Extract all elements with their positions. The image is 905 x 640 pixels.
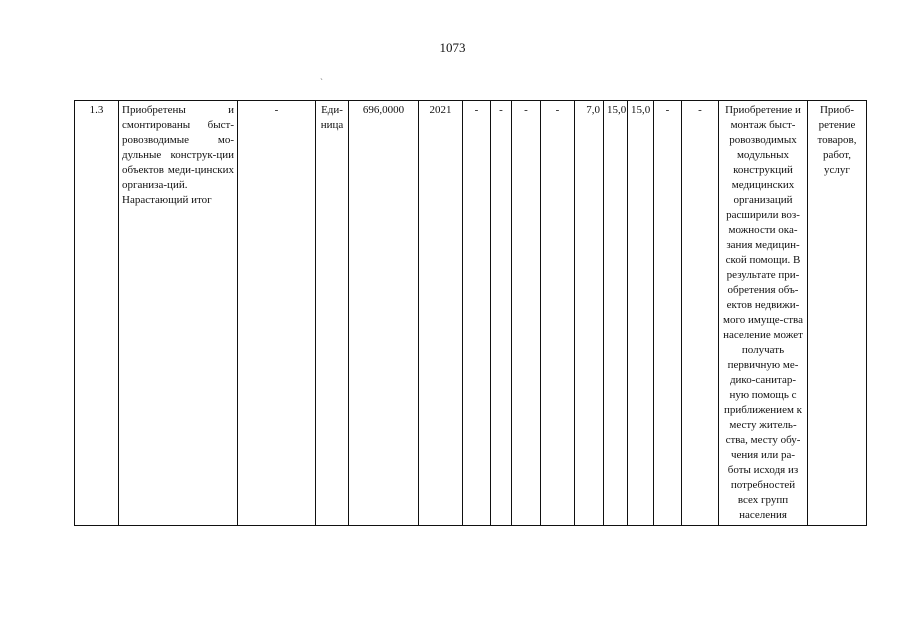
unit-cell: Еди-ница [316, 101, 349, 526]
indicator-table [74, 100, 867, 526]
value-cell-7: 15,0 [628, 101, 654, 526]
value-cell-2: - [491, 101, 512, 526]
indicator-name: Приобретены и смонтированы быст-ровозводимые мо-дульные конструк-ции объектов меди-цинских организа-ций. Нарастающий итог [119, 101, 238, 526]
page-number: 1073 [439, 40, 466, 55]
value-cell-4: - [541, 101, 575, 526]
row-number: 1.3 [75, 101, 119, 526]
value-cell-5: 7,0 [575, 101, 604, 526]
value-cell-9: - [682, 101, 719, 526]
value-cell-8: - [654, 101, 682, 526]
type-cell: Приоб-ретение товаров, работ, услуг [808, 101, 867, 526]
value-cell-6: 15,0 [604, 101, 628, 526]
description-cell: Приобретение и монтаж быст-ровозводимых модульных конструкций медицинских организаций расширили воз-можности ока-зания медицин-ской помощи. В результате при-обретения объ-ектов недвижи-мого имуще-ства население может получать первичную ме-дико-санитар-ную помощь с приближением к месту житель-ства, месту обу-чения или ра-боты исходя из потребностей всех групп населения [719, 101, 808, 526]
cell-col3: - [238, 101, 316, 526]
base-year: 2021 [419, 101, 463, 526]
value-cell-1: - [463, 101, 491, 526]
value-cell-3: - [512, 101, 541, 526]
base-value: 696,0000 [349, 101, 419, 526]
table-row [75, 101, 867, 526]
scan-speck: ˎ [320, 70, 323, 80]
